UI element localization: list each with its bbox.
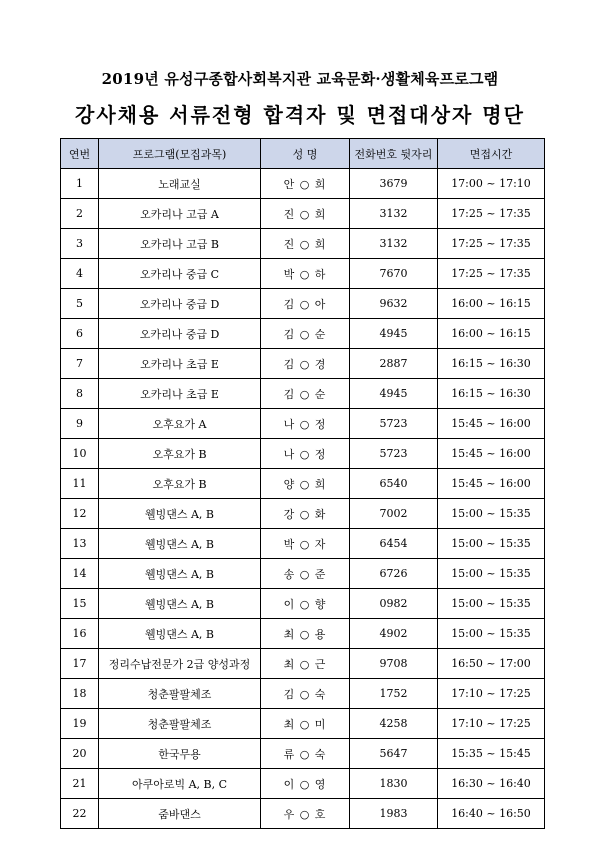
document-subtitle: 2019년 유성구종합사회복지관 교육문화·생활체육프로그램 [101,70,499,88]
cell-interview-time: 15:45 ~ 16:00 [438,439,545,469]
cell-name: 나 ○ 정 [261,439,350,469]
cell-interview-time: 15:00 ~ 15:35 [438,529,545,559]
cell-interview-time: 16:00 ~ 16:15 [438,319,545,349]
cell-interview-time: 17:10 ~ 17:25 [438,709,545,739]
cell-program: 오후요가 B [99,469,261,499]
table-row [61,799,545,829]
cell-name: 나 ○ 정 [261,409,350,439]
cell-program: 오카리나 초급 E [99,379,261,409]
cell-name: 이 ○ 영 [261,769,350,799]
cell-number: 11 [61,469,99,499]
cell-number: 19 [61,709,99,739]
cell-name: 김 ○ 아 [261,289,350,319]
cell-phone: 4258 [350,709,438,739]
cell-interview-time: 16:40 ~ 16:50 [438,799,545,829]
cell-program: 정리수납전문가 2급 양성과정 [99,649,261,679]
cell-number: 5 [61,289,99,319]
cell-name: 이 ○ 향 [261,589,350,619]
cell-interview-time: 17:25 ~ 17:35 [438,199,545,229]
document-title: 강사채용 서류전형 합격자 및 면접대상자 명단 [75,103,525,127]
cell-program: 오카리나 고급 A [99,199,261,229]
cell-name: 양 ○ 희 [261,469,350,499]
table-header-row [61,139,545,169]
column-header-interview-time: 면접시간 [438,139,545,169]
cell-name: 박 ○ 하 [261,259,350,289]
cell-name: 최 ○ 미 [261,709,350,739]
cell-number: 7 [61,349,99,379]
cell-phone: 7002 [350,499,438,529]
cell-number: 17 [61,649,99,679]
cell-phone: 5647 [350,739,438,769]
cell-phone: 9708 [350,649,438,679]
cell-program: 웰빙댄스 A, B [99,499,261,529]
cell-interview-time: 16:15 ~ 16:30 [438,379,545,409]
cell-interview-time: 16:50 ~ 17:00 [438,649,545,679]
cell-phone: 3132 [350,229,438,259]
table-row [61,169,545,199]
cell-number: 16 [61,619,99,649]
cell-phone: 0982 [350,589,438,619]
cell-phone: 4945 [350,319,438,349]
cell-interview-time: 15:00 ~ 15:35 [438,619,545,649]
cell-program: 오후요가 A [99,409,261,439]
cell-interview-time: 17:25 ~ 17:35 [438,229,545,259]
table-row [61,229,545,259]
cell-interview-time: 16:30 ~ 16:40 [438,769,545,799]
cell-program: 웰빙댄스 A, B [99,619,261,649]
cell-name: 송 ○ 준 [261,559,350,589]
cell-program: 오카리나 초급 E [99,349,261,379]
cell-program: 오후요가 B [99,439,261,469]
cell-number: 8 [61,379,99,409]
cell-phone: 4902 [350,619,438,649]
cell-program: 웰빙댄스 A, B [99,559,261,589]
cell-name: 김 ○ 순 [261,379,350,409]
cell-interview-time: 15:00 ~ 15:35 [438,589,545,619]
column-header-program: 프로그램(모집과목) [99,139,261,169]
cell-name: 김 ○ 순 [261,319,350,349]
table-row [61,199,545,229]
cell-number: 6 [61,319,99,349]
cell-number: 13 [61,529,99,559]
cell-program: 오카리나 고급 B [99,229,261,259]
cell-phone: 9632 [350,289,438,319]
cell-name: 강 ○ 화 [261,499,350,529]
table-row [61,739,545,769]
cell-number: 18 [61,679,99,709]
cell-number: 15 [61,589,99,619]
cell-interview-time: 15:00 ~ 15:35 [438,559,545,589]
column-header-phone: 전화번호 뒷자리 [350,139,438,169]
table-row [61,439,545,469]
cell-program: 줌바댄스 [99,799,261,829]
table-row [61,769,545,799]
cell-number: 4 [61,259,99,289]
cell-phone: 7670 [350,259,438,289]
table-row [61,319,545,349]
cell-name: 최 ○ 근 [261,649,350,679]
cell-program: 아쿠아로빅 A, B, C [99,769,261,799]
table-row [61,409,545,439]
cell-interview-time: 15:00 ~ 15:35 [438,499,545,529]
table-row [61,649,545,679]
cell-phone: 6454 [350,529,438,559]
table-row [61,289,545,319]
cell-interview-time: 15:45 ~ 16:00 [438,409,545,439]
cell-name: 박 ○ 자 [261,529,350,559]
cell-interview-time: 17:00 ~ 17:10 [438,169,545,199]
cell-phone: 1983 [350,799,438,829]
table-row [61,529,545,559]
cell-program: 웰빙댄스 A, B [99,529,261,559]
table-row [61,349,545,379]
cell-phone: 5723 [350,409,438,439]
cell-number: 9 [61,409,99,439]
cell-phone: 6540 [350,469,438,499]
cell-name: 김 ○ 경 [261,349,350,379]
cell-name: 김 ○ 숙 [261,679,350,709]
cell-name: 류 ○ 숙 [261,739,350,769]
table-row [61,379,545,409]
cell-program: 웰빙댄스 A, B [99,589,261,619]
cell-interview-time: 16:15 ~ 16:30 [438,349,545,379]
cell-number: 1 [61,169,99,199]
table-row [61,259,545,289]
applicant-table [60,138,545,829]
cell-program: 오카리나 중급 D [99,289,261,319]
cell-program: 청춘팔팔체조 [99,709,261,739]
cell-interview-time: 17:25 ~ 17:35 [438,259,545,289]
column-header-number: 연번 [61,139,99,169]
cell-program: 오카리나 중급 C [99,259,261,289]
cell-phone: 4945 [350,379,438,409]
cell-phone: 1752 [350,679,438,709]
table-row [61,469,545,499]
cell-number: 21 [61,769,99,799]
table-row [61,619,545,649]
cell-program: 노래교실 [99,169,261,199]
cell-phone: 2887 [350,349,438,379]
cell-number: 10 [61,439,99,469]
table-row [61,679,545,709]
cell-name: 안 ○ 희 [261,169,350,199]
cell-number: 22 [61,799,99,829]
cell-name: 진 ○ 희 [261,199,350,229]
cell-number: 14 [61,559,99,589]
cell-interview-time: 17:10 ~ 17:25 [438,679,545,709]
cell-phone: 5723 [350,439,438,469]
cell-phone: 3132 [350,199,438,229]
cell-program: 한국무용 [99,739,261,769]
cell-name: 우 ○ 호 [261,799,350,829]
cell-number: 20 [61,739,99,769]
cell-program: 오카리나 중급 D [99,319,261,349]
cell-name: 최 ○ 용 [261,619,350,649]
cell-number: 12 [61,499,99,529]
cell-phone: 3679 [350,169,438,199]
cell-interview-time: 16:00 ~ 16:15 [438,289,545,319]
cell-phone: 6726 [350,559,438,589]
cell-number: 3 [61,229,99,259]
table-row [61,499,545,529]
cell-number: 2 [61,199,99,229]
cell-interview-time: 15:35 ~ 15:45 [438,739,545,769]
cell-interview-time: 15:45 ~ 16:00 [438,469,545,499]
table-row [61,559,545,589]
column-header-name: 성 명 [261,139,350,169]
cell-phone: 1830 [350,769,438,799]
table-row [61,589,545,619]
cell-name: 진 ○ 희 [261,229,350,259]
table-row [61,709,545,739]
cell-program: 청춘팔팔체조 [99,679,261,709]
